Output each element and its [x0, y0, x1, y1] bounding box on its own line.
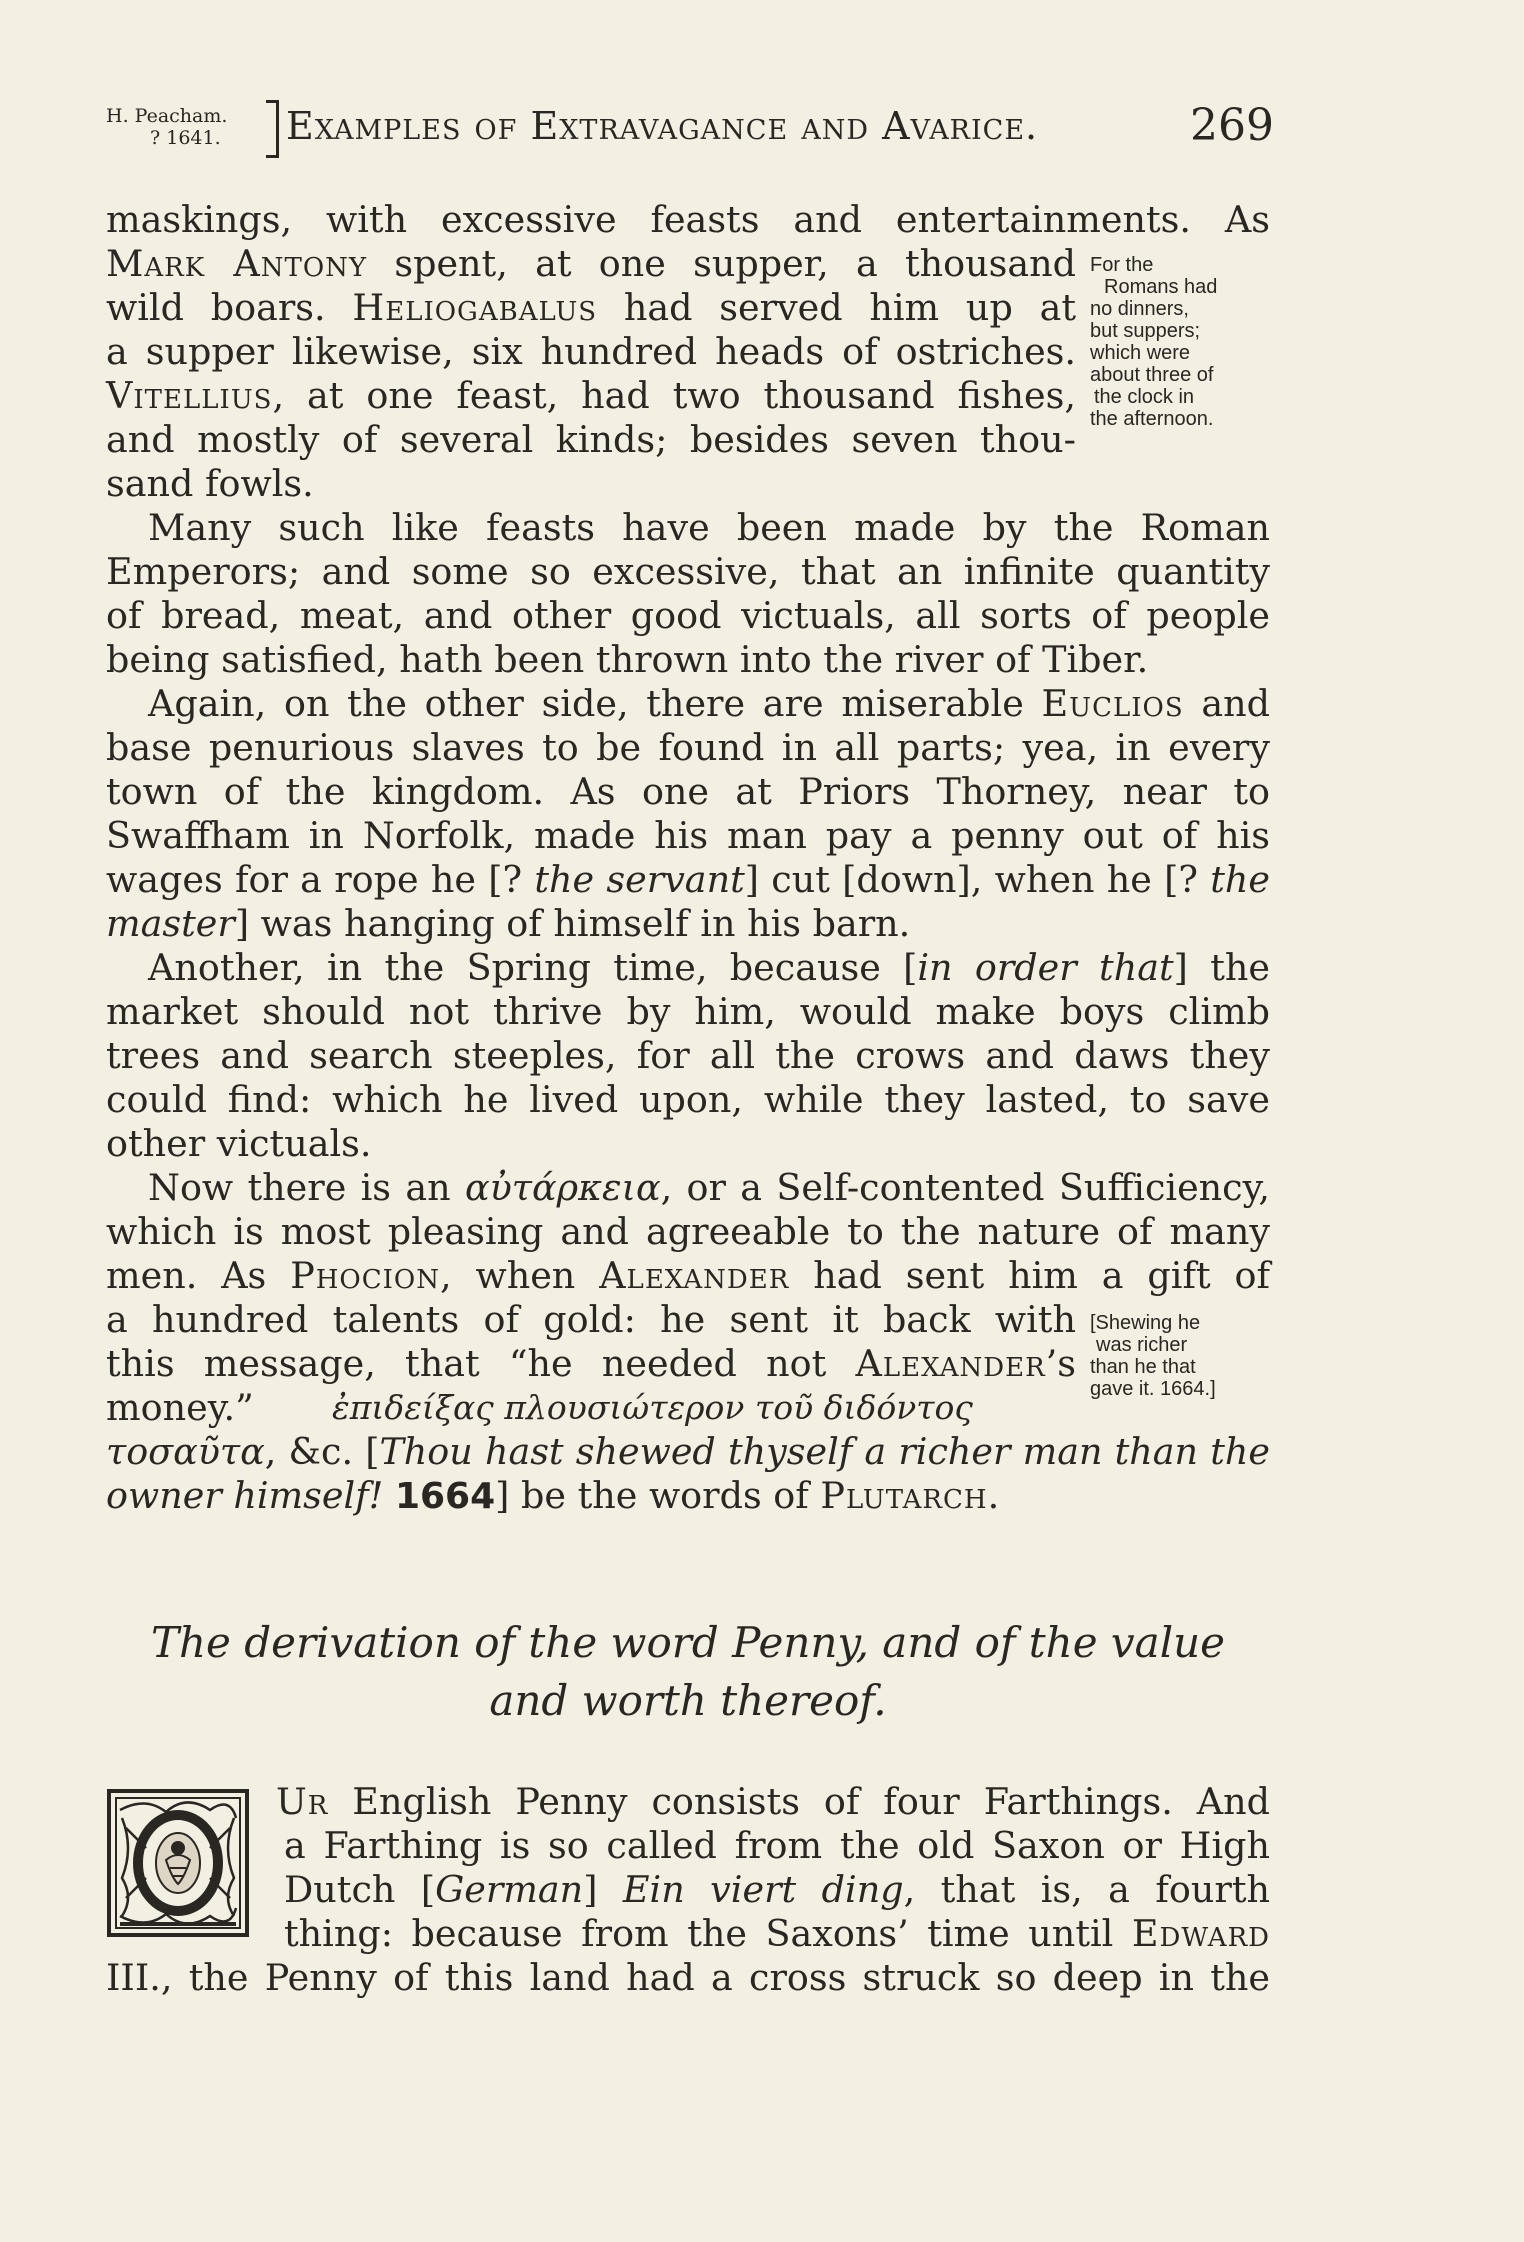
name-heliogabalus: Heliogabalus — [352, 286, 598, 329]
text-line: sand fowls. — [106, 462, 314, 505]
author-date: ? 1641. — [150, 127, 221, 149]
text-line: Ur English Penny consists of four Farthings. And — [276, 1780, 1270, 1823]
heading-line: and worth thereof. — [489, 1676, 887, 1725]
name-euclios: Euclios — [1041, 682, 1184, 725]
text-line: Dutch [German] Ein viert ding, that is, a fourth — [284, 1868, 1270, 1911]
paragraph-roman-emperors — [106, 506, 1270, 682]
year-1664: 1664 — [394, 1476, 496, 1517]
text-line: Many such like feasts have been made by the Roman — [148, 506, 1270, 549]
text-line: Emperors; and some so excessive, that an infinite quantity — [106, 550, 1270, 593]
text-line: market should not thrive by him, would make boys climb — [106, 990, 1270, 1033]
text-line: Now there is an αὐτάρκεια, or a Self-contented Sufficiency, — [148, 1166, 1270, 1209]
text-line: a Farthing is so called from the old Saxon or High — [284, 1824, 1270, 1867]
side-note-suppers: For the Romans had no dinners, but suppers; which were about three of the clock in the afternoon. — [1090, 254, 1218, 430]
text-line: wild boars. Heliogabalus had served him up at — [106, 286, 1077, 329]
name-alexander: Alexander — [599, 1254, 790, 1297]
heading-line: The derivation of the word Penny, and of the value — [150, 1618, 1226, 1667]
page-number: 269 — [1190, 100, 1274, 151]
name-vitellius: Vitellius — [106, 374, 273, 417]
section-heading — [106, 1614, 1270, 1730]
name-mark-antony: Mark Antony — [106, 242, 368, 285]
text-line: thing: because from the Saxons’ time until Edward — [284, 1912, 1270, 1955]
running-head — [106, 98, 1274, 162]
paragraph-misers — [106, 682, 1270, 946]
text-line: town of the kingdom. As one at Priors Thorney, near to — [106, 770, 1270, 813]
text-line: τοσαῦτα, &c. [Thou hast shewed thyself a richer man than the — [106, 1430, 1270, 1473]
text-line: wages for a rope he [? the servant] cut [down], when he [? the — [106, 858, 1270, 901]
name-phocion: Phocion — [290, 1254, 440, 1297]
drop-cap-ornament-icon — [106, 1788, 250, 1938]
text-line: master] was hanging of himself in his barn. — [106, 902, 911, 945]
text-line: this message, that “he needed not Alexander’s — [106, 1342, 1076, 1385]
text-line: of bread, meat, and other good victuals, all sorts of people — [106, 594, 1270, 637]
text-line: III., the Penny of this land had a cross struck so deep in the — [106, 1956, 1270, 1999]
text-line: Swaffham in Norfolk, made his man pay a penny out of his — [106, 814, 1270, 857]
text-line: trees and search steeples, for all the crows and daws they — [106, 1034, 1270, 1077]
text-line: base penurious slaves to be found in all parts; yea, in every — [106, 726, 1270, 769]
text-line: other victuals. — [106, 1122, 372, 1165]
text-line: could find: which he lived upon, while they lasted, to save — [106, 1078, 1270, 1121]
text-line: a supper likewise, six hundred heads of ostriches. — [106, 330, 1076, 373]
text-line: maskings, with excessive feasts and entertainments. As — [106, 198, 1270, 241]
author-name: H. Peacham. — [106, 105, 228, 127]
text-line: a hundred talents of gold: he sent it back with — [106, 1298, 1076, 1341]
text-line: Again, on the other side, there are miserable Euclios and — [148, 682, 1270, 725]
side-note-shewing: [Shewing he was richer than he that gave it. 1664.] — [1090, 1312, 1216, 1400]
greek-quote: ἐπιδείξας πλουσιώτερον τοῦ διδόντος — [332, 1388, 973, 1427]
paragraph-crows — [106, 946, 1270, 1166]
drop-cap-continuation: Ur — [276, 1780, 329, 1823]
paragraph-penny — [276, 1780, 1270, 1956]
text-line: money.” ἐπιδείξας πλουσιώτερον τοῦ διδόντος — [106, 1386, 973, 1429]
text-line: being satisfied, hath been thrown into the river of Tiber. — [106, 638, 1149, 681]
greek-autarkeia: αὐτάρκεια — [464, 1166, 661, 1209]
name-edward: Edward — [1131, 1912, 1270, 1955]
text-line: and mostly of several kinds; besides seven thou- — [106, 418, 1076, 461]
text-line: men. As Phocion, when Alexander had sent him a gift of — [106, 1254, 1271, 1297]
text-line: which is most pleasing and agreeable to the nature of many — [106, 1210, 1270, 1253]
text-line: Mark Antony spent, at one supper, a thousand — [106, 242, 1076, 285]
text-line: Another, in the Spring time, because [in order that] the — [148, 946, 1271, 989]
name-plutarch: Plutarch — [820, 1474, 988, 1517]
bracket-divider — [266, 100, 279, 158]
paragraph-penny-continued — [106, 1956, 1270, 2000]
running-title: Examples of Extravagance and Avarice. — [286, 104, 1039, 148]
text-line: Vitellius, at one feast, had two thousand fishes, — [106, 374, 1076, 417]
text-line: owner himself! 1664] be the words of Plutarch. — [106, 1474, 1000, 1517]
ornamental-drop-cap — [106, 1788, 250, 1938]
